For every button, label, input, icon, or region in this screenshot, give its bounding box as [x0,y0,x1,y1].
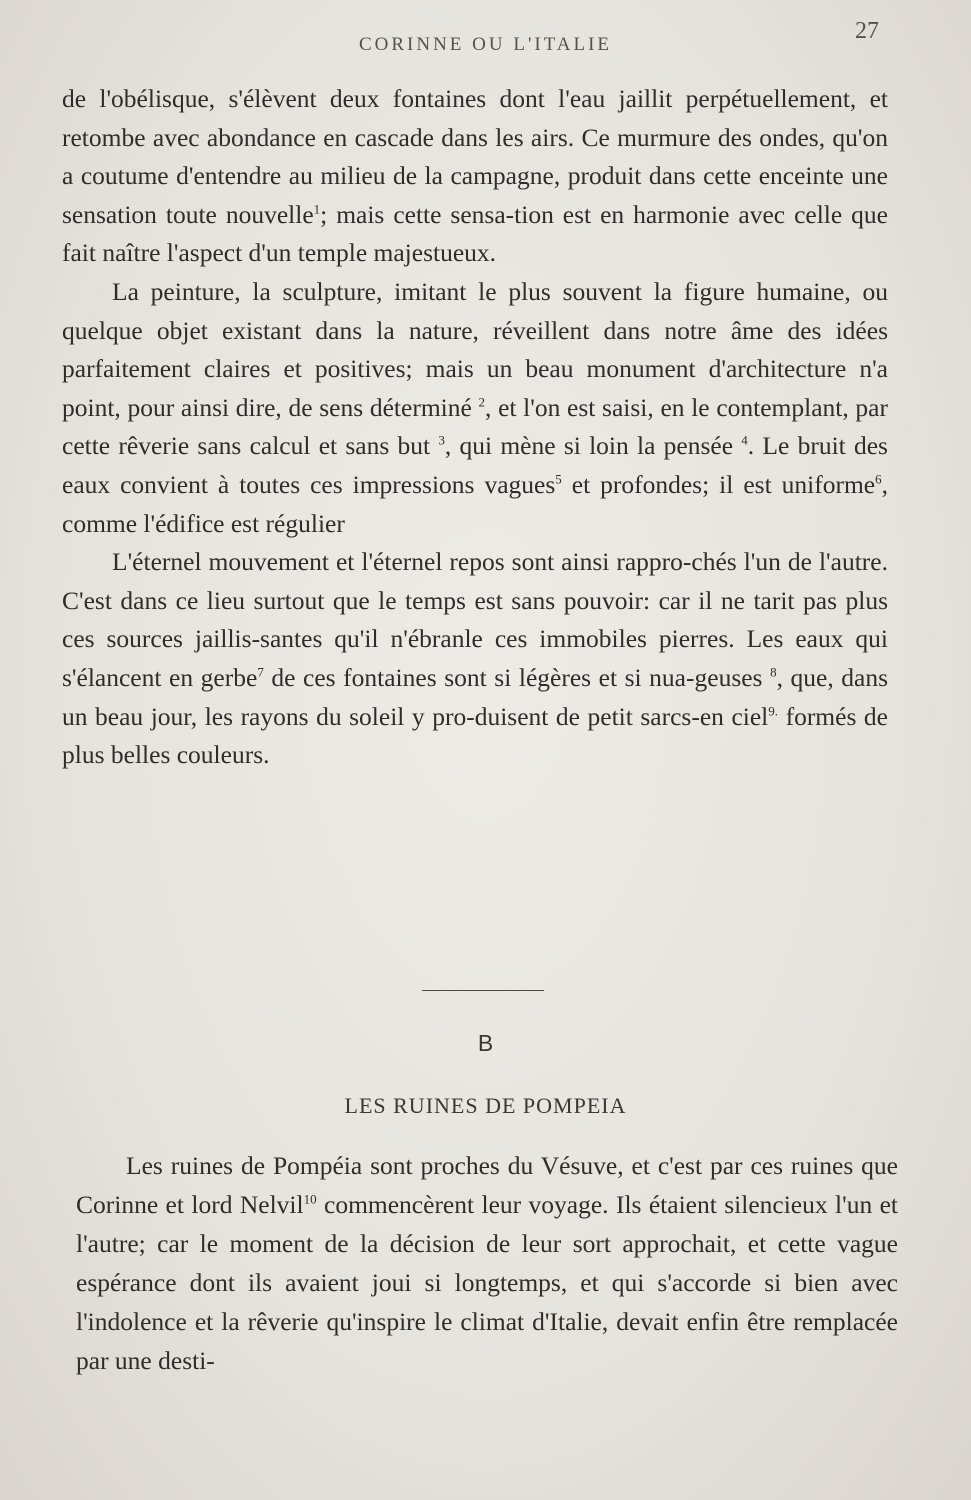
text-run: , et l'on est saisi, en le contemplant, par cette rêverie sans calcul et sans but [62,392,888,461]
footnote-marker: 7 [257,664,264,680]
text-run: commencèrent leur voyage. Ils étaient silencieux l'un et l'autre; car le moment de la décision de leur sort approchait, et cette vague espérance dont ils avaient joui si longtemps, et qui s'accorde si bien avec l'indolence et la rêverie qu'inspire le climat d'Italie, devait enfin être remplacée par une desti- [76,1190,898,1375]
footnote-marker: 4 [741,432,748,448]
text-run: de ces fontaines sont si légères et si nua-geuses [263,662,771,692]
text-run: ; mais cette sensa-tion est en harmonie avec celle que fait naître l'aspect d'un temple majestueux. [62,199,888,268]
text-run: . Le bruit des eaux convient à toutes ces impressions vagues [62,431,888,499]
footnote-marker: 10 [303,1191,317,1207]
text-run: , comme l'édifice est régulier [62,469,888,538]
text-run: et profondes; il est uniforme [561,469,876,499]
footnote-marker: 9. [768,703,779,718]
page-number: 27 [855,18,879,44]
paragraph [62,543,888,775]
text-run: L'éternel mouvement et l'éternel repos sont ainsi rappro-chés l'un de l'autre. C'est dans ce lieu surtout que le temps est sans pouvoir: car il ne tarit pas plus ces sources jaillis-santes qu'il n'ébranle ces immobiles pierres. Les eaux qui s'élancent en gerbe [62,547,888,692]
running-head: CORINNE OU L'ITALIE [358,34,613,55]
paragraph [76,1146,898,1380]
section-divider-rule [422,990,544,991]
footnote-marker: 2 [478,394,485,410]
text-run: Les ruines de Pompéia sont proches du Vésuve, et c'est par ces ruines que Corinne et lord Nelvil [76,1151,898,1219]
text-run: , que, dans un beau jour, les rayons du soleil y pro-duisent de petit sarcs-en ciel [62,662,889,731]
paragraph [62,273,888,543]
section-title: LES RUINES DE POMPEIA [344,1093,627,1118]
footnote-marker: 5 [555,471,562,487]
section-b-text [76,1146,898,1380]
paragraph [62,80,888,273]
text-run: La peinture, la sculpture, imitant le plus souvent la figure humaine, ou quelque objet existant dans la nature, réveillent dans notre âme des idées parfaitement claires et positives; mais un beau monument d'architecture n'a point, pour ainsi dire, de sens déterminé [62,276,888,422]
text-run: , qui mène si loin la pensée [444,431,742,461]
text-run: de l'obélisque, s'élèvent deux fontaines dont l'eau jaillit perpétuellement, et retombe avec abondance en cascade dans les airs. Ce murmure des ondes, qu'on a coutume d'entendre au milieu de la campagne, produit dans cette enceinte une sensation toute nouvelle [62,84,888,229]
footnote-marker: 1 [313,201,321,217]
section-letter: B [477,1030,494,1056]
footnote-marker: 3 [438,432,445,448]
section-a-text [62,80,888,775]
footnote-marker: 6 [875,471,882,487]
footnote-marker: 8 [770,664,777,680]
text-run: formés de plus belles couleurs. [62,701,888,770]
